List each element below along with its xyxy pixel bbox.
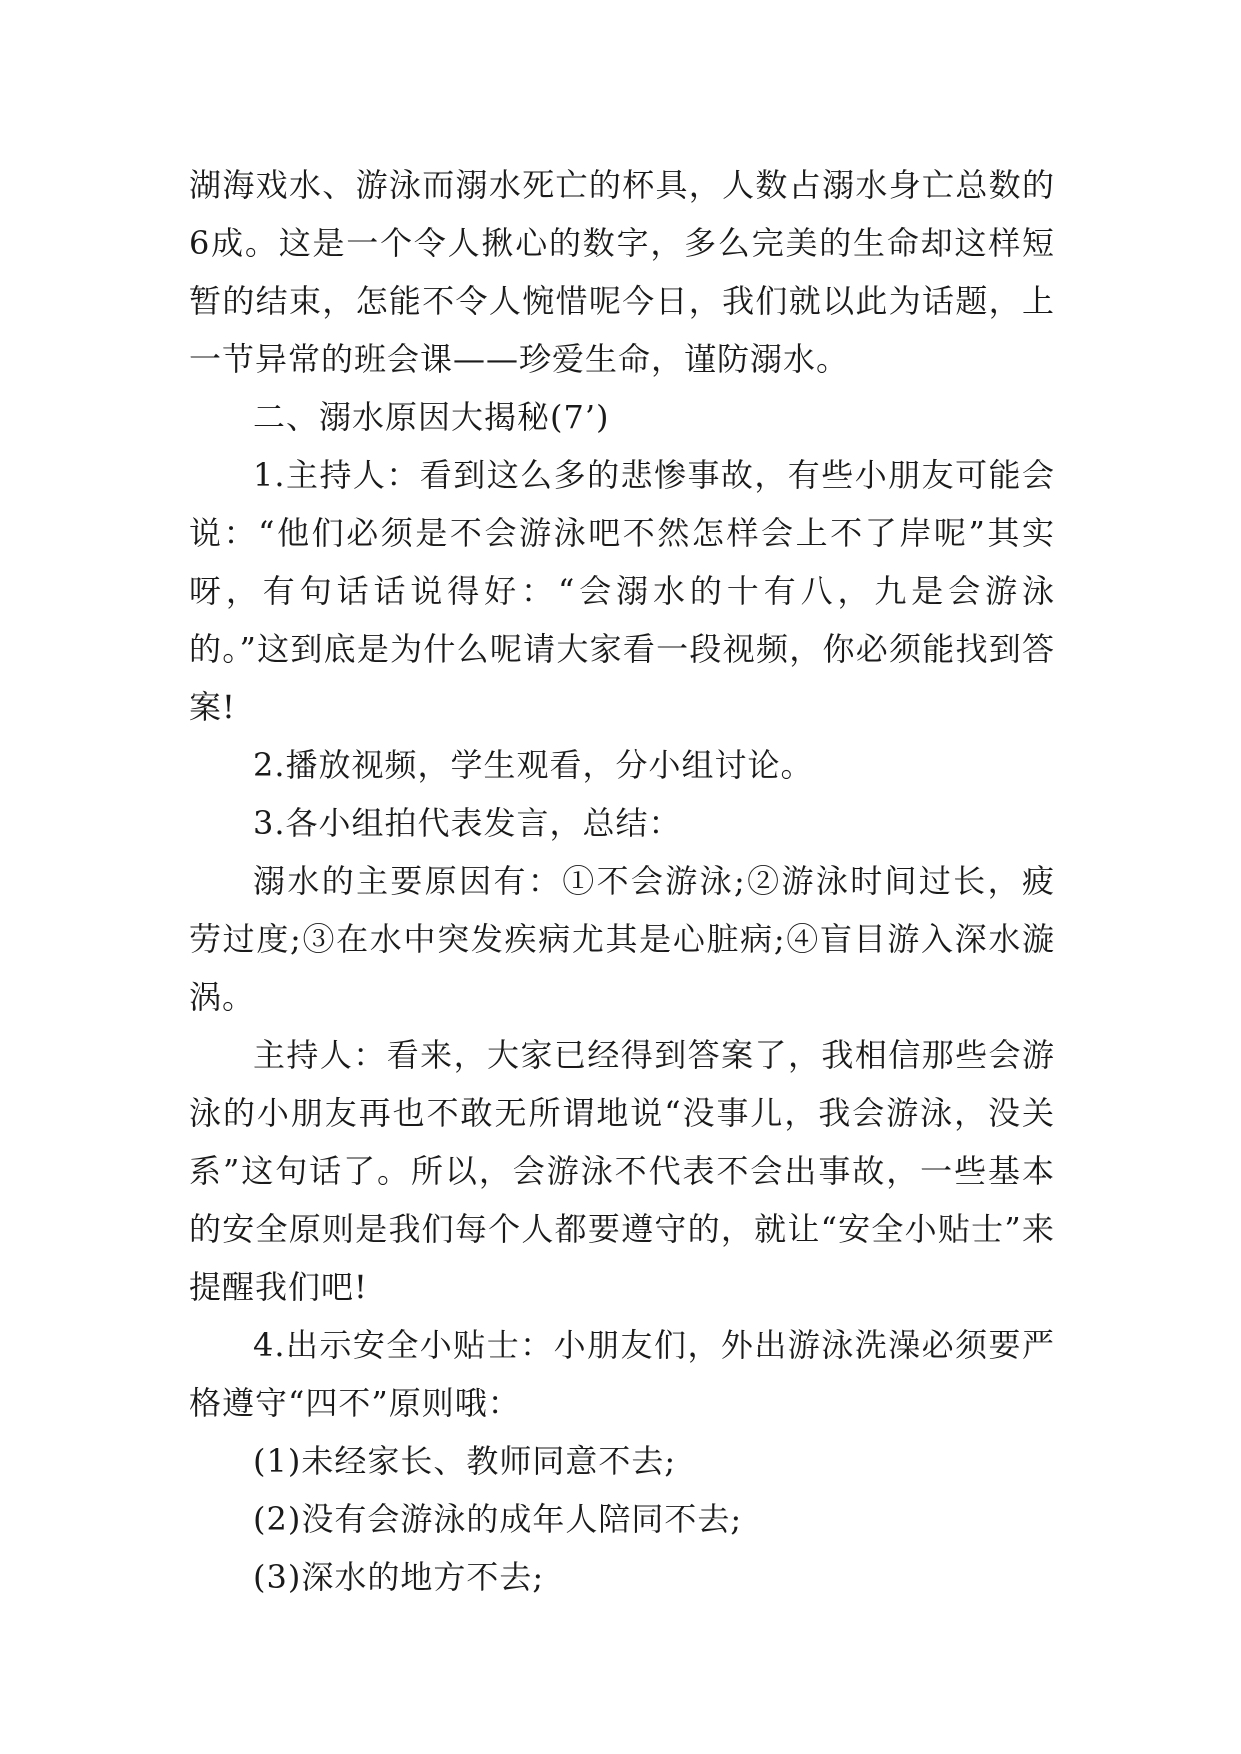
list-item-rule-2: (2)没有会游泳的成年人陪同不去; xyxy=(253,1500,743,1538)
paragraph-host-question: 1.主持人：看到这么多的悲惨事故，有些小朋友可能会说：“他们必须是不会游泳吧不然怎样会上不了岸呢”其实呀，有句话话说得好：“会溺水的十有八，九是会游泳的。”这到底是为什么呢请大家看一段视频，你必须能找到答案! xyxy=(189,456,1055,726)
paragraph-play-video: 2.播放视频，学生观看，分小组讨论。 xyxy=(253,746,814,784)
document-body xyxy=(189,156,1055,1606)
paragraph-group-summary: 3.各小组拍代表发言，总结： xyxy=(253,804,682,842)
paragraph-main-causes: 溺水的主要原因有：①不会游泳;②游泳时间过长，疲劳过度;③在水中突发疾病尤其是心脏病;④盲目游入深水漩涡。 xyxy=(189,862,1055,1016)
paragraph-safety-tips: 4.出示安全小贴士：小朋友们，外出游泳洗澡必须要严格遵守“四不”原则哦： xyxy=(189,1326,1055,1422)
paragraph-intro-continued: 湖海戏水、游泳而溺水死亡的杯具，人数占溺水身亡总数的6成。这是一个令人揪心的数字，多么完美的生命却这样短暂的结束，怎能不令人惋惜呢今日，我们就以此为话题，上一节异常的班会课——珍爱生命，谨防溺水。 xyxy=(189,166,1055,378)
list-item-rule-3: (3)深水的地方不去; xyxy=(253,1558,545,1596)
section-heading-drowning-causes: 二、溺水原因大揭秘(7’) xyxy=(253,398,610,436)
paragraph-host-conclusion: 主持人：看来，大家已经得到答案了，我相信那些会游泳的小朋友再也不敢无所谓地说“没事儿，我会游泳，没关系”这句话了。所以，会游泳不代表不会出事故，一些基本的安全原则是我们每个人都要遵守的，就让“安全小贴士”来提醒我们吧! xyxy=(189,1036,1055,1306)
list-item-rule-1: (1)未经家长、教师同意不去; xyxy=(253,1442,677,1480)
